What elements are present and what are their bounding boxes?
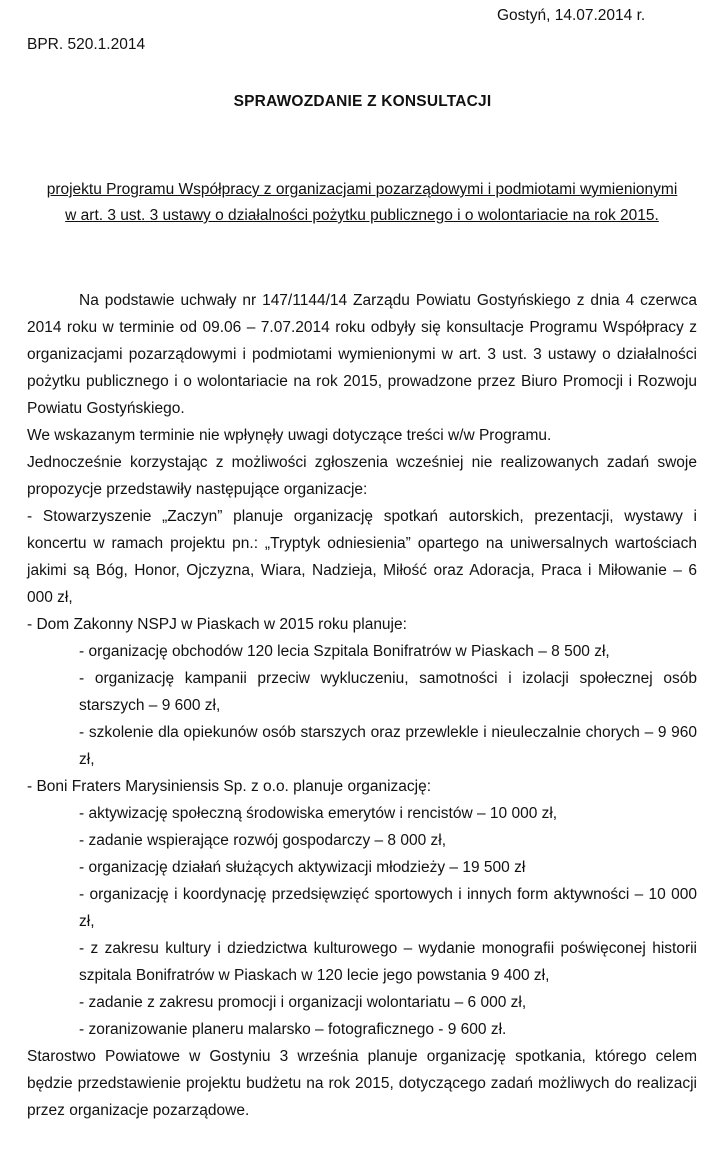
- subtitle-line-2: w art. 3 ust. 3 ustawy o działalności pożytku publicznego i o wolontariacie na rok 2015.: [65, 207, 659, 224]
- document-subtitle: [27, 177, 697, 229]
- list-item: - organizację kampanii przeciw wykluczeniu, samotności i izolacji społecznej osób starszych – 9 600 zł,: [79, 670, 697, 714]
- list-item: - zadanie z zakresu promocji i organizacji wolontariatu – 6 000 zł,: [79, 994, 527, 1011]
- organization-nspj: - Dom Zakonny NSPJ w Piaskach w 2015 roku planuje:: [27, 616, 407, 633]
- list-item: - organizację i koordynację przedsięwzięć sportowych i innych form aktywności – 10 000 zł,: [79, 886, 697, 930]
- list-item: - zadanie wspierające rozwój gospodarczy – 8 000 zł,: [79, 832, 447, 849]
- proposals-intro-paragraph: Jednocześnie korzystając z możliwości zgłoszenia wcześniej nie realizowanych zadań swoje propozycje przedstawiły następujące organizacje:: [27, 454, 697, 498]
- list-item: - aktywizację społeczną środowiska emerytów i rencistów – 10 000 zł,: [79, 805, 558, 822]
- list-item: - z zakresu kultury i dziedzictwa kulturowego – wydanie monografii poświęconej historii szpitala Bonifratrów w Piaskach w 120 lecie jego powstania 9 400 zł,: [79, 940, 697, 984]
- document-date: Gostyń, 14.07.2014 r.: [497, 7, 646, 24]
- closing-paragraph: Starostwo Powiatowe w Gostyniu 3 września planuje organizację spotkania, którego celem będzie przedstawienie projektu budżetu na rok 2015, dotyczącego zadań możliwych do realizacji przez organizacje pozarządowe.: [27, 1048, 697, 1119]
- organization-boni-fraters: - Boni Fraters Marysiniensis Sp. z o.o. planuje organizację:: [27, 778, 432, 795]
- document-body: [27, 287, 697, 1124]
- organization-zaczyn: - Stowarzyszenie „Zaczyn” planuje organizację spotkań autorskich, prezentacji, wystawy i koncertu w ramach projektu pn.: „Tryptyk odniesienia” opartego na uniwersalnych wartościach jakimi są Bóg, Honor, Ojczyzna, Wiara, Nadzieja, Miłość oraz Adoracja, Praca i Miłowanie – 6 000 zł,: [27, 508, 697, 606]
- reference-number: BPR. 520.1.2014: [27, 36, 146, 53]
- intro-paragraph: Na podstawie uchwały nr 147/1144/14 Zarządu Powiatu Gostyńskiego z dnia 4 czerwca 2014 roku w terminie od 09.06 – 7.07.2014 roku odbyły się konsultacje Programu Współpracy z organizacjami pozarządowymi i podmiotami wymienionymi w art. 3 ust. 3 ustawy o działalności pożytku publicznego i o wolontariacie na rok 2015, prowadzone przez Biuro Promocji i Rozwoju Powiatu Gostyńskiego.: [27, 292, 697, 417]
- list-item: - organizację działań służących aktywizacji młodzieży – 19 500 zł: [79, 859, 526, 876]
- subtitle-line-1: projektu Programu Współpracy z organizacjami pozarządowymi i podmiotami wymienionymi: [46, 181, 678, 198]
- document-title: SPRAWOZDANIE Z KONSULTACJI: [233, 93, 492, 110]
- list-item: - zoranizowanie planeru malarsko – fotograficznego - 9 600 zł.: [79, 1021, 507, 1038]
- list-item: - organizację obchodów 120 lecia Szpitala Bonifratrów w Piaskach – 8 500 zł,: [79, 643, 610, 660]
- list-item: - szkolenie dla opiekunów osób starszych oraz przewlekle i nieuleczalnie chorych – 9 960 zł,: [79, 724, 697, 768]
- no-comments-paragraph: We wskazanym terminie nie wpłynęły uwagi dotyczące treści w/w Programu.: [27, 427, 552, 444]
